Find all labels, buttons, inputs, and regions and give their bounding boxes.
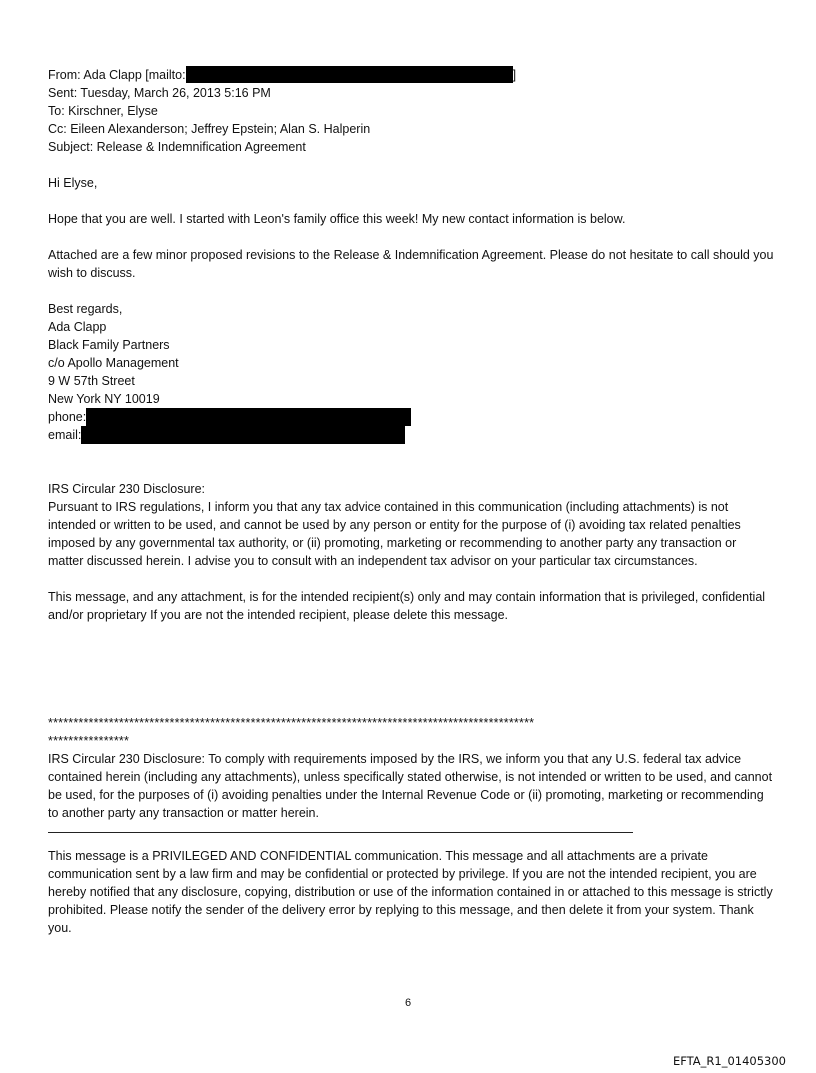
- signature-city: New York NY 10019: [48, 392, 160, 406]
- irs-disclosure-heading: IRS Circular 230 Disclosure:: [48, 482, 205, 496]
- greeting: Hi Elyse,: [48, 176, 98, 190]
- sent-line: Sent: Tuesday, March 26, 2013 5:16 PM: [48, 86, 271, 100]
- from-prefix: From: Ada Clapp [mailto:: [48, 68, 186, 82]
- body-paragraph-1: Hope that you are well. I started with Leon's family office this week! My new contact information is below.: [48, 212, 626, 226]
- email-label: email:: [48, 428, 82, 442]
- irs-disclosure-2: IRS Circular 230 Disclosure: To comply with requirements imposed by the IRS, we inform you that any U.S. federal tax advice contained herein (including any attachments), unless specifically stated otherwise, is not intended or written to be used, and cannot be used, for the purposes of (i) avoiding penalties under the Internal Revenue Code or (ii) promoting, marketing or recommending to another party any transaction or matter herein.: [48, 752, 773, 820]
- asterisk-separator-line-2: ****************: [48, 734, 130, 748]
- confidentiality-notice-2: This message is a PRIVILEGED AND CONFIDENTIAL communication. This message and all attachments are a private communication sent by a law firm and may be confidential or protected by privilege. If you are not the intended recipient, you are hereby notified that any disclosure, copying, distribution or use of the information contained in or attached to this message is strictly prohibited. Please notify the sender of the delivery error by replying to this message, and then delete it from your system. Thank you.: [48, 849, 773, 935]
- signature-email: [48, 426, 774, 444]
- from-line: [48, 66, 774, 84]
- signature-street: 9 W 57th Street: [48, 374, 135, 388]
- asterisk-separator-line-1: ************************************************************************************************: [48, 716, 535, 730]
- irs-disclosure-text: Pursuant to IRS regulations, I inform you that any tax advice contained in this communication (including attachments) is not intended or written to be used, and cannot be used by any person or entity for the purpose of (i) avoiding tax related penalties imposed by any governmental tax authority, or (ii) promoting, marketing or recommending to another party any transaction or matter discussed herein. I advise you to consult with an independent tax advisor on your particular tax circumstances.: [48, 500, 741, 568]
- redacted-email-contact-block: [81, 426, 405, 444]
- signature-block: [48, 300, 774, 444]
- cc-line: Cc: Eileen Alexanderson; Jeffrey Epstein; Alan S. Halperin: [48, 122, 371, 136]
- confidentiality-notice-1: This message, and any attachment, is for the intended recipient(s) only and may contain information that is privileged, confidential and/or proprietary If you are not the intended recipient, please delete this message.: [48, 590, 766, 622]
- redacted-phone-block: [86, 408, 411, 426]
- page-number: 6: [404, 997, 412, 1009]
- from-suffix: ]: [512, 68, 517, 82]
- signature-closing: Best regards,: [48, 302, 123, 316]
- phone-label: phone:: [48, 410, 87, 424]
- bates-number: EFTA_R1_01405300: [672, 1054, 786, 1068]
- signature-care-of: c/o Apollo Management: [48, 356, 179, 370]
- email-document: [48, 66, 774, 937]
- horizontal-divider: [48, 832, 633, 833]
- body-paragraph-2: Attached are a few minor proposed revisions to the Release & Indemnification Agreement. Please do not hesitate to call should you wish to discuss.: [48, 248, 774, 280]
- to-line: To: Kirschner, Elyse: [48, 104, 158, 118]
- signature-company: Black Family Partners: [48, 338, 170, 352]
- signature-phone: [48, 408, 774, 426]
- redacted-email-block: [186, 66, 513, 83]
- subject-line: Subject: Release & Indemnification Agreement: [48, 140, 306, 154]
- signature-name: Ada Clapp: [48, 320, 107, 334]
